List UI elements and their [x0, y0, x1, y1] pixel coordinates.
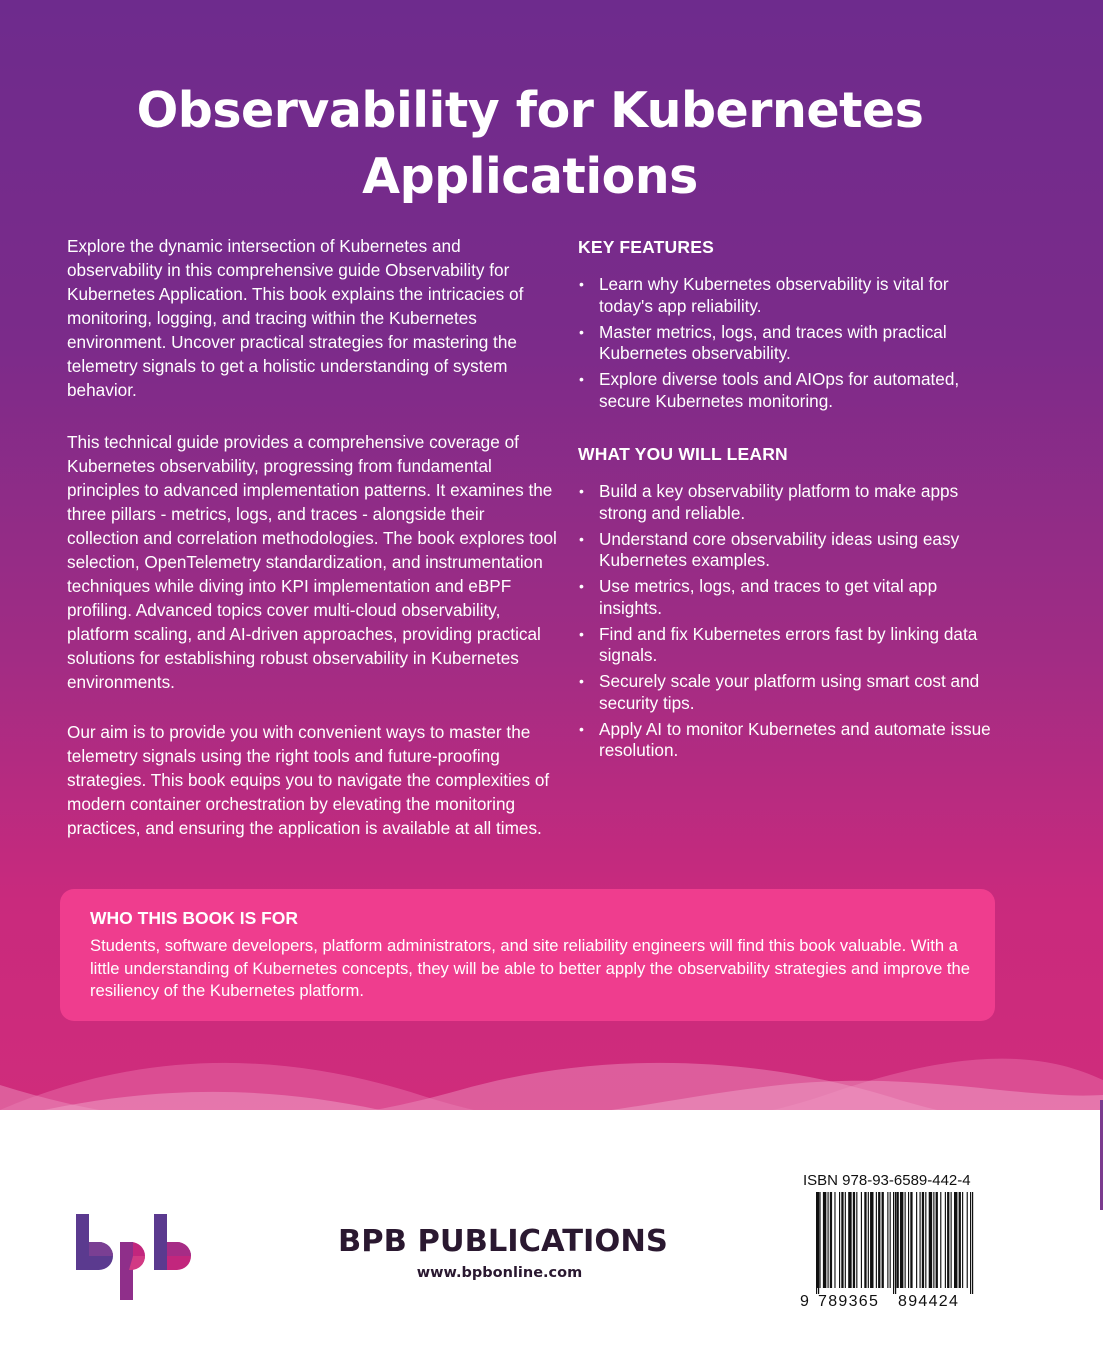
barcode-bar [922, 1192, 924, 1288]
bullet-icon: • [579, 625, 584, 642]
list-item [578, 369, 998, 412]
barcode-digit-first: 9 [800, 1293, 809, 1310]
barcode-bar [841, 1192, 843, 1288]
barcode-bar [908, 1192, 909, 1288]
who-this-book-is-for-heading: WHO THIS BOOK IS FOR [90, 908, 299, 928]
list-item-text: Securely scale your platform using smart cost and security tips. [599, 671, 980, 713]
bullet-icon: • [579, 530, 584, 547]
what-you-will-learn-heading: WHAT YOU WILL LEARN [578, 444, 788, 464]
barcode-bar [940, 1192, 941, 1288]
barcode-bar [920, 1192, 921, 1288]
barcode-guard-bar [972, 1192, 973, 1294]
barcode-bar [864, 1192, 866, 1288]
barcode-bar [848, 1192, 851, 1288]
barcode-digits [800, 1293, 980, 1315]
isbn-label: ISBN 978-93-6589-442-4 [803, 1172, 971, 1189]
bullet-icon: • [579, 371, 584, 387]
bpb-logo-icon [74, 1212, 198, 1302]
barcode-bar [916, 1192, 917, 1288]
barcode-bar [905, 1192, 906, 1288]
bullet-icon: • [579, 323, 584, 340]
barcode-bar [834, 1192, 835, 1288]
list-item [578, 671, 998, 714]
barcode-guard-bar [893, 1192, 894, 1294]
barcode-bar [929, 1192, 932, 1288]
barcode-icon [800, 1192, 980, 1294]
barcode-bar [839, 1192, 840, 1288]
list-item [578, 274, 998, 317]
barcode-bar [954, 1192, 957, 1288]
list-item [578, 529, 998, 572]
barcode-bar [945, 1192, 946, 1288]
barcode-bar [868, 1192, 869, 1288]
publisher-name: BPB PUBLICATIONS [338, 1224, 668, 1259]
book-title-line-2: Applications [362, 148, 698, 205]
barcode-bar [951, 1192, 952, 1288]
who-this-book-is-for-text: Students, software developers, platform administrators, and site reliability engineers will find this book valuable. With a little understanding of Kubernetes concepts, they will be able to better apply the observability strategies and improve the resiliency of the Kubernetes platform. [90, 936, 970, 1000]
barcode-bar [856, 1192, 857, 1288]
barcode-bar [823, 1192, 826, 1288]
list-item [578, 719, 998, 762]
barcode-guard-bar [895, 1192, 896, 1294]
list-item-text: Master metrics, logs, and traces with practical Kubernetes observability. [599, 321, 947, 363]
who-this-book-is-for-box [60, 889, 995, 1021]
barcode-bar [861, 1192, 862, 1288]
barcode-bar [878, 1192, 880, 1288]
list-item-text: Find and fix Kubernetes errors fast by linking data signals. [599, 623, 978, 665]
barcode-bar [947, 1192, 949, 1288]
list-item-text: Explore diverse tools and AIOps for automated, secure Kubernetes monitoring. [599, 369, 960, 411]
barcode-bar [882, 1192, 884, 1288]
list-item-text: Learn why Kubernetes observability is vital for today's app reliability. [599, 274, 949, 316]
barcode-guard-bar [970, 1192, 971, 1294]
bullet-icon: • [579, 720, 584, 737]
barcode-bar [962, 1192, 963, 1288]
list-item-text: Use metrics, logs, and traces to get vital app insights. [599, 576, 938, 618]
barcode-bar [933, 1192, 934, 1288]
key-features-heading: KEY FEATURES [578, 237, 714, 257]
bullet-icon: • [579, 578, 584, 594]
barcode-guard-bar [818, 1192, 819, 1294]
barcode-bar [936, 1192, 938, 1288]
intro-paragraph-1: Explore the dynamic intersection of Kubernetes and observability in this comprehensive guide Observability for Kubernetes Application. This book explains the intricacies of monitoring, logging, and tracing within the Kubernetes environment. Uncover practical strategies for mastering the telemetry signals to get a holistic understanding of system behavior. [67, 236, 524, 400]
barcode-bar [828, 1192, 829, 1288]
list-item [578, 624, 998, 667]
book-title-line-1: Observability for Kubernetes [136, 82, 924, 139]
barcode-bar [819, 1192, 820, 1288]
publisher-url: www.bpbonline.com [416, 1265, 583, 1281]
barcode-bar [967, 1192, 968, 1288]
barcode-bar [925, 1192, 926, 1288]
barcode-bar [876, 1192, 877, 1288]
bullet-icon: • [579, 483, 584, 499]
list-item [578, 481, 998, 524]
list-item-text: Understand core observability ideas using easy Kubernetes examples. [599, 528, 960, 570]
list-item [578, 576, 998, 619]
barcode-bar [897, 1192, 899, 1288]
barcode-bar [900, 1192, 903, 1288]
bullet-icon: • [579, 276, 584, 292]
barcode-digits-left: 789365 [818, 1293, 880, 1310]
barcode-guard-bar [816, 1192, 817, 1294]
book-title [80, 78, 980, 210]
barcode-bar [887, 1192, 888, 1288]
barcode-bar [959, 1192, 961, 1288]
barcode-bar [830, 1192, 832, 1288]
barcode-bar [845, 1192, 846, 1288]
what-you-will-learn-list [578, 481, 998, 766]
barcode-bar [890, 1192, 891, 1288]
barcode-digits-right: 894424 [898, 1293, 960, 1310]
intro-paragraph-3: Our aim is to provide you with convenient ways to master the telemetry signals using the right tools and future-proofing strategies. This book equips you to navigate the complexities of modern container orchestration by elevating the monitoring practices, and ensuring the application is available at all times. [67, 722, 550, 838]
barcode-bar [910, 1192, 912, 1288]
intro-paragraph-2: This technical guide provides a comprehensive coverage of Kubernetes observability, progressing from fundamental principles to advanced implementation patterns. It examines the three pillars - metrics, logs, and traces - alongside their collection and correlation methodologies. The book explores tool selection, OpenTelemetry standardization, and instrumentation techniques while diving into KPI implementation and eBPF profiling. Advanced topics cover multi-cloud observability, platform scaling, and AI-driven approaches, providing practical solutions for establishing robust observability in Kubernetes environments. [67, 432, 557, 692]
bullet-icon: • [579, 673, 584, 689]
list-item [578, 322, 998, 365]
list-item-text: Build a key observability platform to make apps strong and reliable. [599, 481, 959, 523]
list-item-text: Apply AI to monitor Kubernetes and automate issue resolution. [599, 718, 991, 760]
key-features-list [578, 274, 998, 417]
barcode-bar [870, 1192, 873, 1288]
barcode-bar [853, 1192, 855, 1288]
